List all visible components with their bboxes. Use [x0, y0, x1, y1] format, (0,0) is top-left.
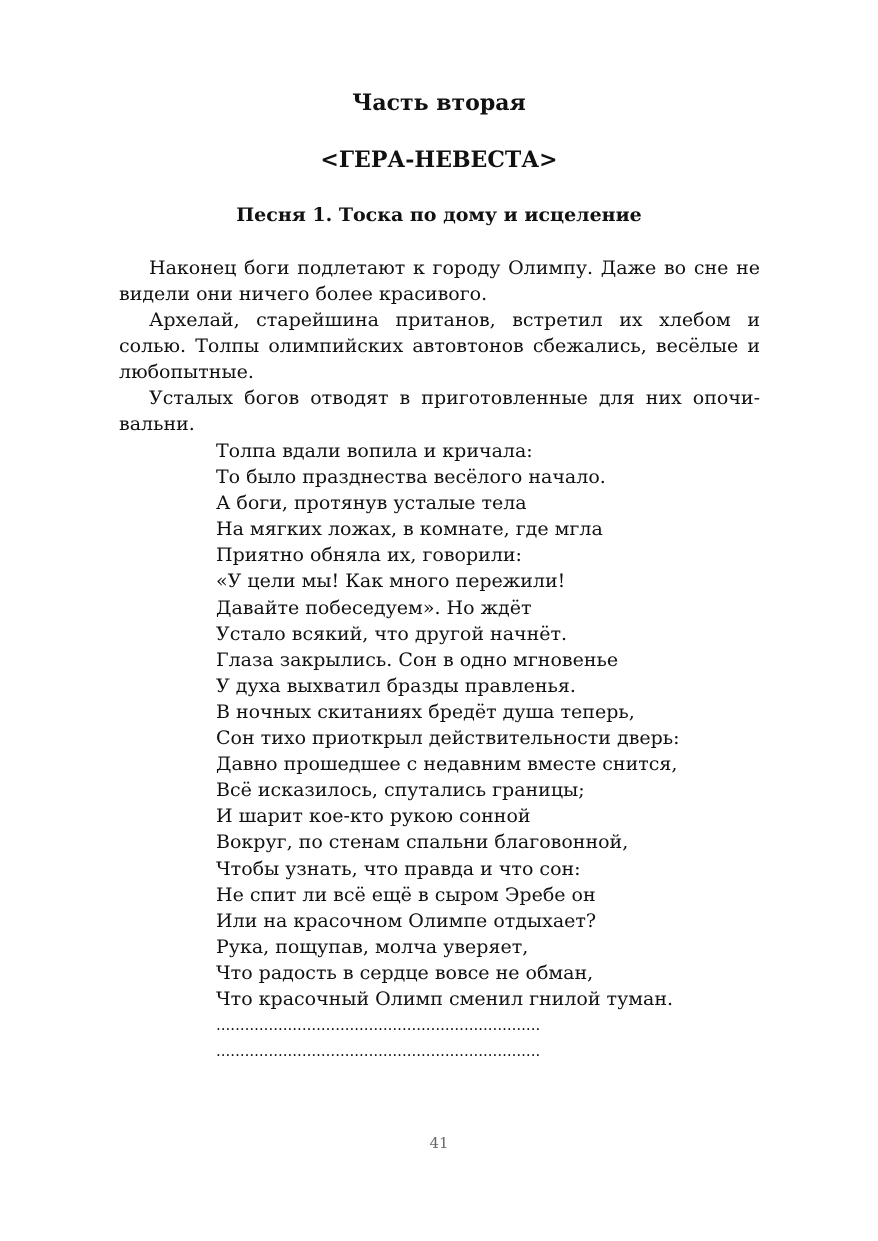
page-number: 41: [429, 1134, 449, 1152]
verse-line: Сон тихо приоткрыл действительности дверь:: [216, 727, 680, 750]
verse-line: Что красочный Олимп сменил гнилой туман.: [216, 987, 674, 1010]
prose-paragraph: Усталых богов отводят в приготовленные для них опочивальни.: [119, 387, 760, 435]
verse-line: В ночных скитаниях бредёт душа теперь,: [216, 700, 635, 723]
verse-line: «У цели мы! Как много пережили!: [216, 570, 566, 593]
song-title: Песня 1. Тоска по дому и исцеление: [236, 204, 642, 226]
verse-block: [216, 438, 776, 1064]
part-title: Часть вторая: [352, 90, 526, 116]
verse-line: Глаза закрылись. Сон в одно мгновенье: [216, 648, 619, 671]
ellipsis-line: ....................................................................: [216, 1016, 541, 1035]
verse-line: Вокруг, по стенам спальни благовонной,: [216, 831, 629, 854]
verse-line: Устало всякий, что другой начнёт.: [216, 622, 568, 645]
prose-paragraph: Наконец боги подлетают к городу Олимпу. Даже во сне не видели они ничего более красивого.: [119, 257, 760, 305]
verse-line: Давайте побеседуем». Но ждёт: [216, 596, 532, 619]
prose-block: [119, 255, 760, 437]
verse-line: Не спит ли всё ещё в сыром Эребе он: [216, 883, 596, 906]
verse-line: Рука, пощупав, молча уверяет,: [216, 935, 529, 958]
verse-line: Толпа вдали вопила и кричала:: [216, 440, 533, 462]
verse-line: Что радость в сердце вовсе не обман,: [216, 961, 594, 984]
prose-paragraph: Архелай, старейшина пританов, встретил их хлебом и солью. Толпы олимпийских автовтонов сбежались, весёлые и любопытные.: [119, 309, 760, 383]
verse-line: И шарит кое-кто рукою сонной: [216, 805, 531, 828]
book-title: <ГЕРА-НЕВЕСТА>: [320, 147, 558, 173]
ellipsis-line: ....................................................................: [216, 1042, 541, 1061]
verse-line: На мягких ложах, в комнате, где мгла: [216, 518, 603, 541]
verse-line: У духа выхватил бразды правленья.: [216, 674, 576, 697]
verse-line: Приятно обняла их, говорили:: [216, 544, 522, 567]
verse-line: Или на красочном Олимпе отдыхает?: [216, 909, 597, 932]
verse-line: То было празднества весёлого начало.: [216, 466, 606, 489]
verse-line: А боги, протянув усталые тела: [216, 492, 527, 515]
verse-line: Всё исказилось, спутались границы;: [216, 779, 585, 802]
verse-line: Давно прошедшее с недавним вместе снится,: [216, 753, 678, 776]
verse-line: Чтобы узнать, что правда и что сон:: [216, 857, 581, 880]
